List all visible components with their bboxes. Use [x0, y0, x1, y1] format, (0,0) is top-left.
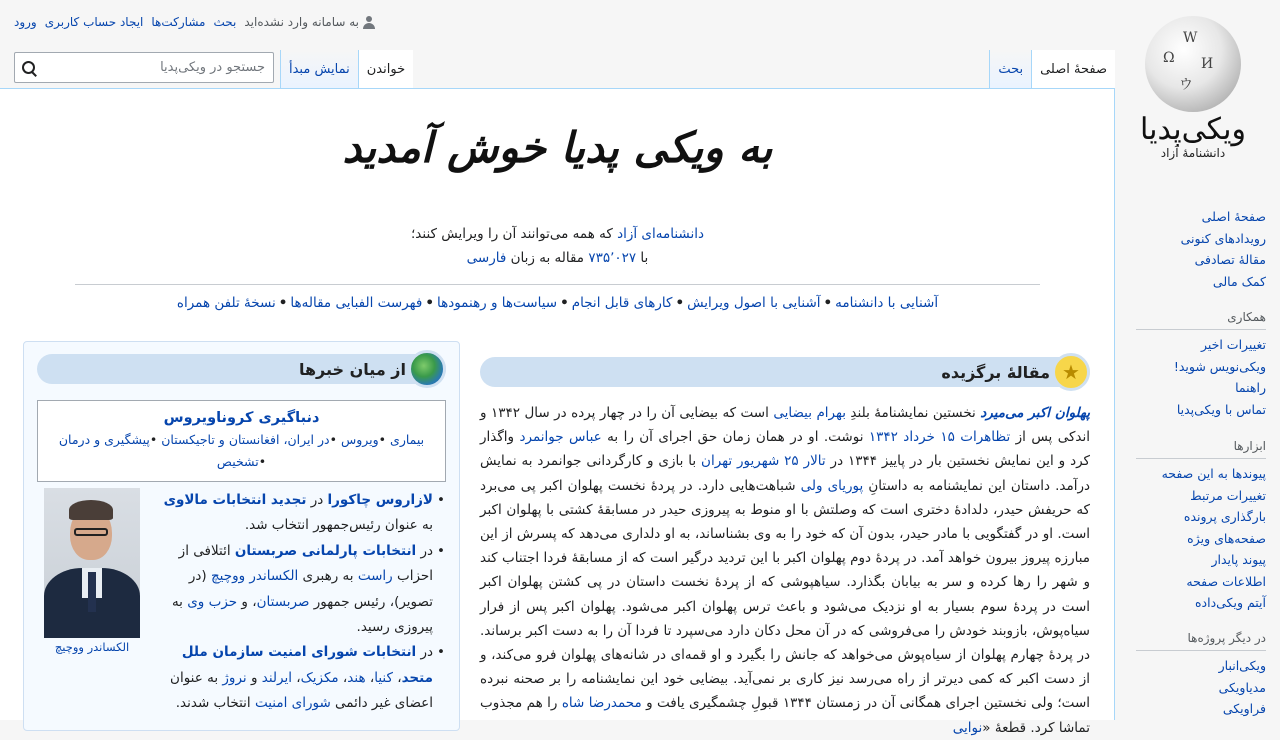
globe-icon [408, 350, 446, 388]
news-link[interactable]: ایرلند [261, 669, 292, 686]
collab-title: همکاری [1136, 307, 1266, 330]
news-link[interactable]: الکساندر ووچیچ [210, 568, 299, 585]
featured-text: با بازی و کارگردانی جوانمرد به نمایش درآمد. داستان این نمایشنامه به داستانِ [480, 453, 1090, 494]
sidebar-item-recent-changes[interactable]: تغییرات اخیر [1200, 337, 1266, 352]
sidebar-item-wikidata-item[interactable]: آیتم ویکی‌داده [1194, 595, 1266, 610]
sidebar-item-upload-file[interactable]: بارگذاری پرونده [1183, 509, 1266, 524]
news-text: ، و [237, 593, 257, 610]
portrait-photo[interactable] [44, 488, 140, 634]
news-link[interactable]: انتخابات پارلمانی صربستان [234, 542, 417, 559]
sidebar-item-main-page[interactable]: صفحهٔ اصلی [1201, 209, 1266, 224]
topic-link-policies[interactable]: سیاست‌ها و رهنمودها [436, 295, 558, 311]
user-icon [363, 16, 375, 29]
topic-link-az-index[interactable]: فهرست الفبایی مقاله‌ها [290, 295, 423, 311]
covid-links: بیماری •ویروس •در ایران، افغانستان و تاجیکستان •پیشگیری و درمان •تشخیص [58, 432, 425, 469]
news-link[interactable]: شورای امنیت [254, 695, 331, 712]
count-middle: مقاله به زبان [506, 250, 589, 266]
news-text: به پیروزی رسید. [171, 593, 433, 636]
news-heading: از میان خبرها [298, 359, 406, 379]
free-encyclopedia-link[interactable]: دانشنامه‌ای آزاد [617, 226, 704, 242]
news-link[interactable]: تجدید انتخابات مالاوی [163, 492, 307, 508]
sidebar-item-help[interactable]: راهنما [1235, 380, 1266, 395]
news-text: به عنوان رئیس‌جمهور انتخاب شد. [244, 517, 433, 534]
navaei-link[interactable]: نوایی [952, 719, 983, 736]
news-text: انتخاب شدند. [175, 695, 255, 712]
featured-text: واگذار کرد و این نمایش نخستین بار در پاییز ۱۳۴۴ در [480, 429, 1090, 470]
search-input[interactable] [43, 54, 273, 82]
search-box [14, 52, 274, 83]
featured-article-body [480, 401, 1090, 740]
navigation-portal [1130, 206, 1280, 292]
count-prefix: با [636, 250, 649, 266]
story-link[interactable]: پوریای ولی [800, 477, 864, 494]
news-link[interactable]: کنیا [374, 669, 393, 686]
covid-link-virus[interactable]: ویروس [340, 432, 379, 447]
news-list [155, 488, 445, 717]
featured-heading: مقالهٔ برگزیده [941, 362, 1050, 382]
intro-line [0, 226, 1115, 242]
featured-text: است که بیضایی آن را در چهار پرده در سال ۱۳۴۲ و اندکی پس از [480, 405, 1091, 446]
featured-heading-bar [480, 357, 1090, 387]
news-link[interactable]: مکزیک [300, 669, 339, 686]
news-text: و [246, 669, 262, 686]
topic-link-mobile[interactable]: نسخهٔ تلفن همراه [176, 295, 276, 311]
covid-link-prevention[interactable]: پیشگیری و درمان [58, 432, 150, 447]
sidebar-item-what-links-here[interactable]: پیوندها به این صفحه [1161, 466, 1266, 481]
article-count-line [0, 250, 1115, 266]
covid-title-link[interactable]: دنباگیری کروناویروس [163, 410, 320, 426]
personal-tools [14, 13, 375, 31]
wikipedia-logo[interactable] [1138, 16, 1248, 176]
hall-link[interactable]: تالار ۲۵ شهریور تهران [701, 453, 826, 470]
news-heading-bar [37, 354, 446, 384]
search-icon[interactable] [15, 54, 43, 82]
collab-portal [1130, 307, 1280, 420]
sidebar-item-random-article[interactable]: مقالهٔ تصادفی [1194, 252, 1266, 267]
welcome-banner: به ویکی پدیا خوش آمدید [342, 123, 773, 172]
tab-read[interactable] [358, 50, 413, 88]
sidebar-item-donate[interactable]: کمک مالی [1212, 273, 1266, 289]
namespace-tabs [989, 50, 1115, 88]
in-the-news [23, 341, 460, 731]
sidebar-item-mediawiki[interactable]: مدیاویکی [1218, 679, 1266, 695]
topic-links [0, 295, 1115, 311]
featured-text: نوشت. او در همان زمان حق اجرای آن را به [601, 429, 869, 446]
tab-view-source[interactable] [280, 50, 358, 88]
sidebar-item-current-events[interactable]: رویدادهای کنونی [1180, 230, 1266, 246]
news-link[interactable]: راست [357, 568, 393, 585]
topic-separator: • [823, 295, 833, 311]
puzzle-globe-icon: W Ω И ウ [1145, 16, 1241, 112]
create-account-link[interactable]: ایجاد حساب کاربری [44, 15, 144, 29]
intro-rest: که همه می‌توانند آن را ویرایش کنند؛ [411, 226, 618, 242]
sidebar-item-page-info[interactable]: اطلاعات صفحه [1186, 573, 1266, 589]
anon-status [244, 15, 375, 29]
star-icon: ★ [1052, 353, 1090, 391]
news-text: در [416, 644, 433, 661]
news-link[interactable]: حزب وی [187, 593, 238, 610]
news-text: ، [392, 669, 402, 686]
list-item [155, 488, 445, 539]
list-item [155, 539, 445, 641]
persian-language-link[interactable]: فارسی [466, 250, 507, 266]
topic-separator: • [425, 295, 434, 311]
featured-text: نخستین نمایشنامهٔ بلندِ [845, 405, 981, 421]
projects-title: در دیگر پروژه‌ها [1136, 628, 1266, 651]
news-text: ، [365, 669, 375, 686]
divider [75, 284, 1040, 285]
covid-link-disease[interactable]: بیماری [390, 432, 425, 447]
author-link[interactable]: بهرام بیضایی [773, 405, 846, 421]
tab-discussion[interactable] [989, 50, 1031, 88]
covid-link-regions[interactable]: در ایران، افغانستان و تاجیکستان [161, 432, 330, 447]
main-content [0, 88, 1115, 736]
not-logged-in-text: به سامانه وارد نشده‌اید [244, 15, 359, 29]
contributions-link[interactable]: مشارکت‌ها [151, 15, 206, 29]
news-link[interactable]: هند [347, 669, 366, 686]
article-count-link[interactable]: ۷۳۵٬۰۲۷ [588, 250, 637, 266]
topic-separator: • [675, 295, 685, 311]
image-caption-link[interactable]: الکساندر ووچیچ [54, 640, 130, 654]
news-text: به رهبری [298, 568, 358, 585]
sidebar-item-permanent-link[interactable]: پیوند پایدار [1211, 552, 1266, 567]
sidebar-item-meta-wiki[interactable]: فراویکی [1222, 701, 1266, 716]
sidebar-item-become-editor[interactable]: ویکی‌نویس شوید! [1173, 358, 1266, 374]
tab-discussion-label[interactable]: بحث [998, 61, 1024, 77]
logo-tagline: دانشنامهٔ آزاد [1160, 146, 1226, 160]
covid-link-diagnosis[interactable]: تشخیص [216, 454, 259, 469]
news-link[interactable]: انتخابات شورای امنیت سازمان ملل متحد [181, 644, 433, 686]
news-text: ، [338, 669, 348, 686]
sidebar-item-related-changes[interactable]: تغییرات مرتبط [1190, 487, 1266, 503]
news-text: ، [292, 669, 301, 686]
sidebar-item-commons[interactable]: ویکی‌انبار [1218, 658, 1266, 673]
topic-separator: • [278, 295, 288, 311]
logo-wordmark: ویکی‌پدیا [1140, 112, 1246, 147]
topic-link-intro[interactable]: آشنایی با دانشنامه [835, 295, 939, 311]
talk-link[interactable]: بحث [213, 15, 237, 29]
featured-text: را هم مجذوب تماشا کرد. قطعهٔ « [480, 695, 1090, 736]
actor-link[interactable]: عباس جوانمرد [519, 429, 602, 446]
news-text: در [306, 492, 328, 508]
view-tabs [280, 50, 413, 88]
sidebar-item-special-pages[interactable]: صفحه‌های ویژه [1187, 530, 1266, 546]
news-text: (در تصویر)، رئیس جمهور [188, 568, 433, 610]
covid-box [37, 400, 446, 482]
tools-portal [1130, 436, 1280, 614]
news-image[interactable] [44, 488, 140, 654]
news-link[interactable]: لازاروس چاکورا [327, 492, 433, 508]
list-item [155, 640, 445, 716]
topic-link-editing[interactable]: آشنایی با اصول ویرایش [687, 295, 821, 311]
login-link[interactable]: ورود [14, 15, 37, 29]
topic-separator: • [560, 295, 569, 311]
featured-article [480, 357, 1090, 737]
news-link[interactable]: صربستان [256, 593, 310, 610]
tab-main-page[interactable] [1031, 50, 1115, 88]
tab-view-source-label[interactable]: نمایش مبدأ [289, 61, 350, 77]
projects-portal [1130, 628, 1280, 720]
tab-read-label: خواندن [366, 61, 406, 77]
tab-main-page-label: صفحهٔ اصلی [1040, 61, 1107, 77]
sidebar [1115, 0, 1280, 720]
topic-link-tasks[interactable]: کارهای قابل انجام [571, 295, 673, 311]
featured-text: شباهت‌هایی دارد. در پردهٔ نخست پهلوان اکبر پی می‌برد که حریفش حیدر، دلدادهٔ دختری است که وصلتش با او منوط به پیروزی حیدر در مسابقهٔ کشتی با پهلوان اکبر است. او در گفتگویی با مادر حیدر، بدون آن که خود را به وی بشناساند، به او دلداری می‌دهد که پسرش از این مبارزه پیروز بیرون خواهد آمد. در پردهٔ دوم پهلوان اکبر با این تردید درگیر است که از مسابقهٔ فردا اجتناب کند و شهر را رها کرده و سر به بیابان بگذارد. سیاهپوشی که از پردهٔ نخست داستان در پی کشتن پهلوان اکبر است در پردهٔ سوم بسیار به او نزدیک می‌شود و باعث ترس پهلوان اکبر می‌شود. پهلوان اکبر پس از فرار سیاه‌پوش، بازوبند خودش را می‌فروشی که در آن محل دکان دارد می‌سپرد تا فردا آن را به دست اکبر برساند. در پردهٔ چهارم پهلوان از سیاه‌پوش می‌خواهد که جانش را بگیرد و او قمه‌ای در شانه‌های پهلوان فرو می‌کند، و از دست اکبر که کمی دیرتر از راه می‌رسد نیز کاری بر نمی‌آید. بیضایی خود این نمایشنامه را بر صحنه نبرده است؛ ولی نخستین اجرای همگانی آن در زمستان ۱۳۴۴ قبولِ چشمگیری یافت و [480, 477, 1091, 712]
news-text: در [416, 542, 433, 559]
news-link[interactable]: نروژ [222, 669, 247, 686]
shah-link[interactable]: محمدرضا شاه [561, 695, 642, 712]
news-text: به عنوان اعضای غیر دائمی [170, 669, 433, 712]
event-link[interactable]: تظاهرات ۱۵ خرداد ۱۳۴۲ [868, 429, 1011, 446]
featured-title-link[interactable]: پهلوان اکبر می‌میرد [980, 405, 1091, 421]
tools-title: ابزارها [1136, 436, 1266, 459]
news-text: ائتلافی از احزاب [178, 542, 433, 585]
sidebar-item-contact[interactable]: تماس با ویکی‌پدیا [1176, 401, 1266, 417]
